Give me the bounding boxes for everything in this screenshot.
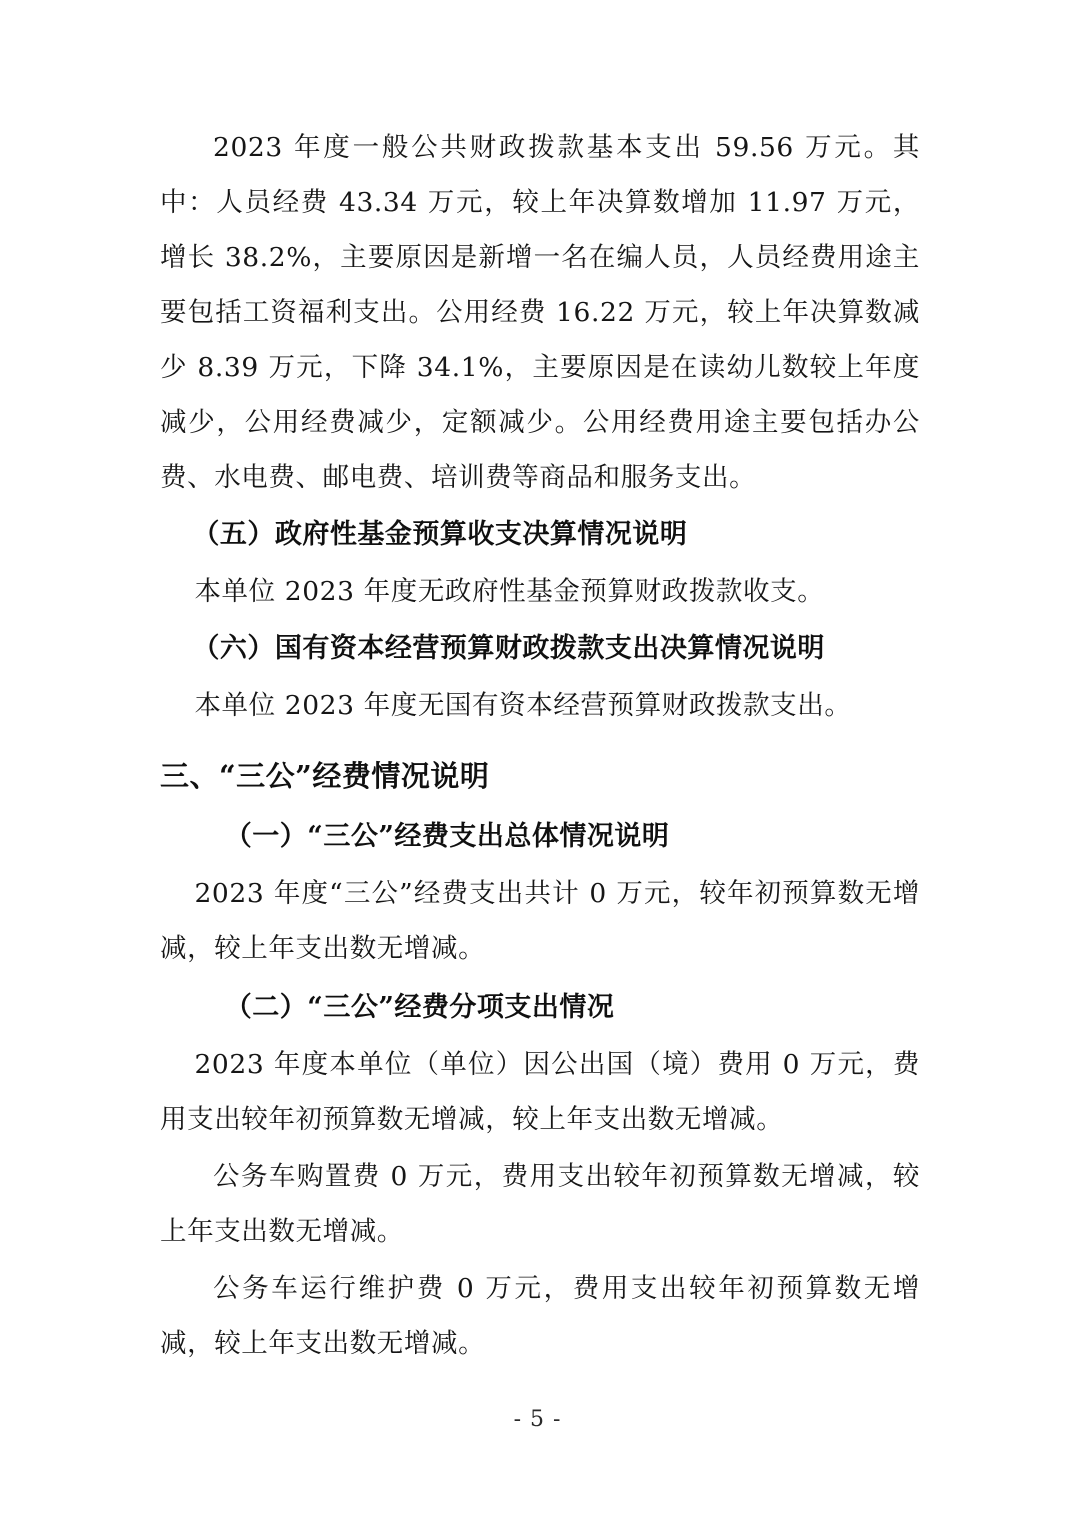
page-number: - 5 - <box>513 1407 562 1432</box>
paragraph-basic-expenditure: 2023 年度一般公共财政拨款基本支出 59.56 万元。其中：人员经费 43.34 万元，较上年决算数增加 11.97 万元，增长 38.2%，主要原因是新增一名在编人员，人员经费用途主要包括工资福利支出。公用经费 16.22 万元，较上年决算数减少 8.39 万元，下降 34.1%，主要原因是在读幼儿数较上年度减少，公用经费减少，定额减少。公用经费用途主要包括办公费、水电费、邮电费、培训费等商品和服务支出。 <box>160 132 920 493</box>
paragraph-state-capital-budget: 本单位 2023 年度无国有资本经营预算财政拨款支出。 <box>194 690 852 721</box>
paragraph-government-fund-budget: 本单位 2023 年度无政府性基金预算财政拨款收支。 <box>194 576 825 607</box>
section-heading-three-public-expenses: 三、“三公”经费情况说明 <box>160 759 490 793</box>
paragraph-overall-three-public-expenses: 2023 年度“三公”经费支出共计 0 万元，较年初预算数无增减，较上年支出数无增减。 <box>160 878 920 964</box>
paragraph-vehicle-maintenance-expense: 公务车运行维护费 0 万元，费用支出较年初预算数无增减，较上年支出数无增减。 <box>160 1273 920 1359</box>
paragraph-vehicle-purchase-expense: 公务车购置费 0 万元，费用支出较年初预算数无增减，较上年支出数无增减。 <box>160 1161 920 1247</box>
subheading-government-fund-budget: （五）政府性基金预算收支决算情况说明 <box>192 519 688 550</box>
page-content <box>160 120 920 1373</box>
paragraph-overseas-travel-expense: 2023 年度本单位（单位）因公出国（境）费用 0 万元，费用支出较年初预算数无增减，较上年支出数无增减。 <box>160 1049 920 1135</box>
subheading-overall-three-public-expenses: （一）“三公”经费支出总体情况说明 <box>224 821 670 852</box>
subheading-itemized-three-public-expenses: （二）“三公”经费分项支出情况 <box>224 992 615 1023</box>
subheading-state-capital-budget: （六）国有资本经营预算财政拨款支出决算情况说明 <box>192 633 825 664</box>
